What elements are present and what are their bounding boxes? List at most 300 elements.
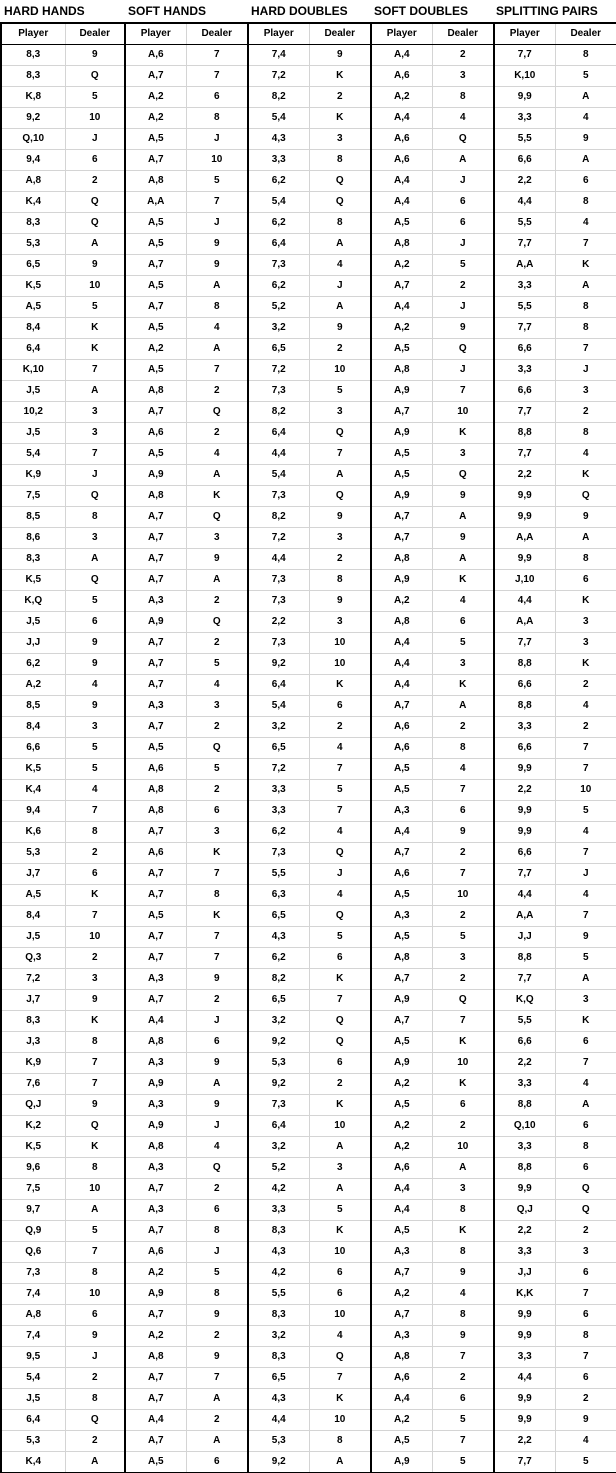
splitting-pairs-dealer-cell: K <box>555 591 616 612</box>
soft-doubles-player-cell: A,6 <box>371 150 432 171</box>
splitting-pairs-dealer-cell: 7 <box>555 906 616 927</box>
table-row <box>1 633 616 654</box>
hard-hands-dealer-cell: 5 <box>65 591 125 612</box>
hard-doubles-player-cell: 9,2 <box>248 1032 309 1053</box>
hard-hands-dealer-cell: A <box>65 234 125 255</box>
soft-doubles-dealer-cell: K <box>432 423 494 444</box>
splitting-pairs-player-cell: K,10 <box>494 66 555 87</box>
hard-hands-dealer-cell: 10 <box>65 1179 125 1200</box>
hard-hands-player-cell: 6,2 <box>1 654 65 675</box>
hard-doubles-player-cell: 6,3 <box>248 885 309 906</box>
soft-doubles-dealer-cell: 2 <box>432 717 494 738</box>
soft-hands-dealer-cell: Q <box>186 1158 248 1179</box>
table-row <box>1 402 616 423</box>
table-row <box>1 129 616 150</box>
hard-doubles-dealer-cell: 7 <box>309 444 371 465</box>
splitting-pairs-player-cell: 9,9 <box>494 486 555 507</box>
soft-doubles-player-cell: A,5 <box>371 339 432 360</box>
soft-hands-dealer-cell: 8 <box>186 297 248 318</box>
splitting-pairs-player-cell: 6,6 <box>494 843 555 864</box>
hard-doubles-player-cell: 7,3 <box>248 633 309 654</box>
hard-hands-player-cell: 5,3 <box>1 234 65 255</box>
hard-doubles-dealer-cell: Q <box>309 843 371 864</box>
hard-hands-player-cell: K,5 <box>1 1137 65 1158</box>
splitting-pairs-player-cell: 6,6 <box>494 381 555 402</box>
splitting-pairs-dealer-cell: 4 <box>555 696 616 717</box>
hard-hands-player-cell: J,7 <box>1 864 65 885</box>
soft-hands-player-cell: A,8 <box>125 801 186 822</box>
hard-hands-player-cell: 8,3 <box>1 1011 65 1032</box>
table-row <box>1 801 616 822</box>
hard-doubles-player-cell: 8,2 <box>248 87 309 108</box>
hard-hands-player-cell: Q,10 <box>1 129 65 150</box>
soft-doubles-dealer-cell: 9 <box>432 318 494 339</box>
soft-doubles-dealer-cell: 8 <box>432 1242 494 1263</box>
hard-hands-player-cell: A,8 <box>1 171 65 192</box>
table-row <box>1 1284 616 1305</box>
hard-doubles-dealer-cell: 9 <box>309 45 371 66</box>
hard-hands-player-cell: K,4 <box>1 192 65 213</box>
hard-hands-dealer-cell: K <box>65 1137 125 1158</box>
hard-doubles-player-cell: 7,3 <box>248 1095 309 1116</box>
hard-doubles-player-cell: 6,4 <box>248 234 309 255</box>
soft-hands-player-cell: A,7 <box>125 507 186 528</box>
splitting-pairs-dealer-cell: 5 <box>555 66 616 87</box>
hard-hands-dealer-cell: 8 <box>65 507 125 528</box>
soft-doubles-player-cell: A,7 <box>371 696 432 717</box>
soft-doubles-player-cell: A,7 <box>371 528 432 549</box>
hard-hands-player-cell: A,5 <box>1 297 65 318</box>
soft-hands-dealer-cell: 3 <box>186 528 248 549</box>
hard-doubles-player-cell: 6,5 <box>248 339 309 360</box>
soft-hands-player-cell: A,8 <box>125 1032 186 1053</box>
soft-hands-dealer-cell: A <box>186 570 248 591</box>
soft-doubles-dealer-cell: 9 <box>432 1263 494 1284</box>
hard-doubles-player-cell: 8,2 <box>248 402 309 423</box>
table-row <box>1 654 616 675</box>
hard-hands-dealer-cell: 6 <box>65 612 125 633</box>
splitting-pairs-player-cell: A,A <box>494 906 555 927</box>
soft-doubles-dealer-cell: 9 <box>432 822 494 843</box>
splitting-pairs-dealer-cell: 7 <box>555 1284 616 1305</box>
hard-doubles-dealer-cell: Q <box>309 486 371 507</box>
splitting-pairs-dealer-cell: 7 <box>555 1347 616 1368</box>
soft-doubles-player-cell: A,8 <box>371 549 432 570</box>
splitting-pairs-player-cell: 3,3 <box>494 360 555 381</box>
section-title-soft-doubles: SOFT DOUBLES <box>374 4 469 18</box>
hard-hands-dealer-cell: 7 <box>65 1242 125 1263</box>
soft-hands-dealer-cell: K <box>186 843 248 864</box>
soft-hands-dealer-cell: A <box>186 1431 248 1452</box>
soft-doubles-dealer-cell: 2 <box>432 906 494 927</box>
table-row <box>1 759 616 780</box>
hard-hands-player-cell: K,9 <box>1 1053 65 1074</box>
soft-hands-dealer-cell: 2 <box>186 717 248 738</box>
hard-hands-dealer-cell: 10 <box>65 276 125 297</box>
hard-hands-dealer-cell: 7 <box>65 801 125 822</box>
soft-doubles-player-cell: A,3 <box>371 1242 432 1263</box>
soft-hands-player-cell: A,3 <box>125 1158 186 1179</box>
hard-hands-player-cell: K,8 <box>1 87 65 108</box>
table-row <box>1 885 616 906</box>
splitting-pairs-player-cell: 9,9 <box>494 801 555 822</box>
hard-hands-player-cell: K,5 <box>1 759 65 780</box>
hard-hands-dealer-cell: K <box>65 318 125 339</box>
hard-hands-dealer-header: Dealer <box>65 23 125 45</box>
table-row <box>1 1326 616 1347</box>
hard-hands-dealer-cell: 2 <box>65 1431 125 1452</box>
hard-doubles-dealer-cell: 3 <box>309 1158 371 1179</box>
table-row <box>1 1389 616 1410</box>
soft-hands-player-cell: A,7 <box>125 150 186 171</box>
hard-hands-dealer-cell: 8 <box>65 1158 125 1179</box>
hard-hands-dealer-cell: 5 <box>65 738 125 759</box>
hard-hands-player-cell: 8,5 <box>1 696 65 717</box>
hard-doubles-player-cell: 6,2 <box>248 171 309 192</box>
splitting-pairs-dealer-cell: 10 <box>555 780 616 801</box>
soft-doubles-player-cell: A,2 <box>371 87 432 108</box>
soft-hands-dealer-cell: 9 <box>186 1053 248 1074</box>
soft-doubles-dealer-cell: 3 <box>432 654 494 675</box>
hard-doubles-dealer-cell: K <box>309 675 371 696</box>
splitting-pairs-player-cell: 5,5 <box>494 129 555 150</box>
splitting-pairs-player-cell: 7,7 <box>494 402 555 423</box>
soft-doubles-player-cell: A,4 <box>371 1200 432 1221</box>
splitting-pairs-dealer-cell: 6 <box>555 1263 616 1284</box>
hard-hands-player-cell: J,5 <box>1 381 65 402</box>
soft-doubles-dealer-cell: J <box>432 171 494 192</box>
soft-doubles-dealer-cell: 7 <box>432 381 494 402</box>
splitting-pairs-player-cell: 7,7 <box>494 1452 555 1473</box>
soft-hands-dealer-cell: 6 <box>186 1452 248 1473</box>
splitting-pairs-dealer-cell: A <box>555 87 616 108</box>
soft-doubles-dealer-cell: 2 <box>432 45 494 66</box>
hard-doubles-dealer-cell: 7 <box>309 801 371 822</box>
splitting-pairs-dealer-cell: 3 <box>555 990 616 1011</box>
soft-doubles-player-cell: A,7 <box>371 843 432 864</box>
splitting-pairs-dealer-cell: 7 <box>555 759 616 780</box>
soft-doubles-player-cell: A,5 <box>371 780 432 801</box>
splitting-pairs-dealer-cell: 9 <box>555 927 616 948</box>
table-row <box>1 1095 616 1116</box>
hard-hands-player-cell: 5,4 <box>1 1368 65 1389</box>
soft-hands-dealer-cell: 2 <box>186 1410 248 1431</box>
splitting-pairs-dealer-cell: 9 <box>555 507 616 528</box>
soft-hands-player-cell: A,5 <box>125 318 186 339</box>
soft-doubles-player-cell: A,8 <box>371 948 432 969</box>
soft-doubles-dealer-cell: 2 <box>432 843 494 864</box>
soft-hands-dealer-cell: 2 <box>186 990 248 1011</box>
soft-hands-player-cell: A,7 <box>125 402 186 423</box>
table-row <box>1 843 616 864</box>
hard-doubles-player-cell: 4,2 <box>248 1263 309 1284</box>
hard-hands-dealer-cell: 10 <box>65 108 125 129</box>
soft-hands-dealer-cell: 5 <box>186 759 248 780</box>
hard-doubles-dealer-cell: Q <box>309 1032 371 1053</box>
hard-doubles-dealer-cell: K <box>309 969 371 990</box>
soft-doubles-dealer-cell: 7 <box>432 1431 494 1452</box>
hard-doubles-player-cell: 8,2 <box>248 507 309 528</box>
hard-doubles-player-cell: 5,2 <box>248 1158 309 1179</box>
soft-hands-player-cell: A,2 <box>125 108 186 129</box>
hard-doubles-dealer-cell: 6 <box>309 1053 371 1074</box>
table-row <box>1 1011 616 1032</box>
hard-hands-dealer-cell: 7 <box>65 360 125 381</box>
hard-hands-dealer-cell: Q <box>65 213 125 234</box>
table-row <box>1 864 616 885</box>
splitting-pairs-dealer-cell: A <box>555 1095 616 1116</box>
soft-doubles-dealer-cell: 4 <box>432 759 494 780</box>
splitting-pairs-player-cell: 5,5 <box>494 1011 555 1032</box>
soft-hands-player-cell: A,7 <box>125 822 186 843</box>
splitting-pairs-dealer-cell: 8 <box>555 1326 616 1347</box>
splitting-pairs-dealer-cell: 6 <box>555 171 616 192</box>
soft-hands-player-cell: A,7 <box>125 885 186 906</box>
splitting-pairs-player-cell: 3,3 <box>494 108 555 129</box>
soft-hands-dealer-cell: Q <box>186 507 248 528</box>
hard-hands-player-cell: 8,6 <box>1 528 65 549</box>
splitting-pairs-player-cell: 9,9 <box>494 549 555 570</box>
hard-hands-player-cell: 7,5 <box>1 1179 65 1200</box>
hard-doubles-dealer-cell: 2 <box>309 717 371 738</box>
splitting-pairs-dealer-cell: 2 <box>555 1221 616 1242</box>
hard-hands-dealer-cell: 3 <box>65 969 125 990</box>
hard-hands-dealer-cell: 9 <box>65 654 125 675</box>
soft-doubles-dealer-cell: 6 <box>432 213 494 234</box>
soft-hands-dealer-cell: K <box>186 486 248 507</box>
hard-hands-dealer-cell: 5 <box>65 759 125 780</box>
table-row <box>1 1116 616 1137</box>
hard-doubles-dealer-cell: 4 <box>309 1326 371 1347</box>
splitting-pairs-dealer-cell: 8 <box>555 423 616 444</box>
hard-doubles-player-cell: 9,2 <box>248 654 309 675</box>
soft-hands-player-cell: A,7 <box>125 528 186 549</box>
hard-hands-player-cell: J,5 <box>1 612 65 633</box>
hard-hands-dealer-cell: 8 <box>65 1032 125 1053</box>
soft-doubles-dealer-cell: 9 <box>432 528 494 549</box>
soft-doubles-dealer-cell: Q <box>432 339 494 360</box>
table-row <box>1 1263 616 1284</box>
hard-doubles-player-cell: 3,2 <box>248 717 309 738</box>
table-row <box>1 1305 616 1326</box>
soft-doubles-dealer-cell: 2 <box>432 969 494 990</box>
splitting-pairs-dealer-cell: 6 <box>555 1305 616 1326</box>
soft-doubles-dealer-cell: A <box>432 150 494 171</box>
splitting-pairs-dealer-cell: 4 <box>555 444 616 465</box>
soft-hands-dealer-cell: 9 <box>186 1305 248 1326</box>
splitting-pairs-player-cell: 7,7 <box>494 234 555 255</box>
hard-hands-dealer-cell: 3 <box>65 717 125 738</box>
soft-doubles-player-cell: A,8 <box>371 612 432 633</box>
hard-doubles-dealer-cell: 5 <box>309 780 371 801</box>
hard-doubles-player-cell: 7,3 <box>248 843 309 864</box>
soft-hands-player-cell: A,5 <box>125 234 186 255</box>
soft-doubles-dealer-cell: 6 <box>432 1389 494 1410</box>
hard-doubles-dealer-cell: 8 <box>309 213 371 234</box>
table-row <box>1 1410 616 1431</box>
hard-hands-player-cell: J,5 <box>1 423 65 444</box>
soft-hands-player-cell: A,7 <box>125 1221 186 1242</box>
splitting-pairs-dealer-cell: 5 <box>555 801 616 822</box>
soft-doubles-player-cell: A,9 <box>371 1053 432 1074</box>
table-row <box>1 255 616 276</box>
hard-hands-player-cell: 7,4 <box>1 1326 65 1347</box>
hard-doubles-player-cell: 5,4 <box>248 465 309 486</box>
soft-hands-dealer-cell: 4 <box>186 1137 248 1158</box>
hard-doubles-player-cell: 6,4 <box>248 1116 309 1137</box>
hard-doubles-dealer-header: Dealer <box>309 23 371 45</box>
hard-hands-player-cell: K,4 <box>1 780 65 801</box>
section-title-hard-doubles: HARD DOUBLES <box>251 4 348 18</box>
hard-doubles-dealer-cell: 8 <box>309 1431 371 1452</box>
hard-doubles-dealer-cell: K <box>309 1095 371 1116</box>
soft-doubles-dealer-cell: 2 <box>432 276 494 297</box>
hard-doubles-dealer-cell: 3 <box>309 528 371 549</box>
soft-hands-player-cell: A,4 <box>125 1011 186 1032</box>
soft-doubles-player-cell: A,6 <box>371 129 432 150</box>
hard-hands-player-cell: 8,4 <box>1 717 65 738</box>
splitting-pairs-dealer-cell: 5 <box>555 1452 616 1473</box>
splitting-pairs-dealer-cell: 6 <box>555 1032 616 1053</box>
hard-doubles-player-cell: 4,3 <box>248 1242 309 1263</box>
soft-hands-player-cell: A,8 <box>125 486 186 507</box>
soft-doubles-dealer-cell: 8 <box>432 738 494 759</box>
hard-hands-player-cell: 8,3 <box>1 213 65 234</box>
hard-doubles-dealer-cell: A <box>309 1179 371 1200</box>
hard-doubles-dealer-cell: 8 <box>309 150 371 171</box>
hard-doubles-player-cell: 5,3 <box>248 1053 309 1074</box>
soft-doubles-player-cell: A,7 <box>371 1263 432 1284</box>
hard-hands-player-cell: A,5 <box>1 885 65 906</box>
hard-hands-player-cell: 9,7 <box>1 1200 65 1221</box>
hard-hands-player-cell: 6,4 <box>1 1410 65 1431</box>
hard-hands-player-cell: 6,4 <box>1 339 65 360</box>
soft-hands-player-cell: A,5 <box>125 360 186 381</box>
hard-hands-player-cell: K,10 <box>1 360 65 381</box>
hard-hands-player-cell: K,5 <box>1 570 65 591</box>
soft-doubles-player-cell: A,7 <box>371 1011 432 1032</box>
splitting-pairs-dealer-cell: K <box>555 255 616 276</box>
soft-doubles-dealer-cell: 3 <box>432 948 494 969</box>
soft-doubles-dealer-cell: 10 <box>432 402 494 423</box>
table-row <box>1 66 616 87</box>
hard-hands-player-cell: K,9 <box>1 465 65 486</box>
hard-doubles-dealer-cell: 10 <box>309 1410 371 1431</box>
section-title-soft-hands: SOFT HANDS <box>128 4 206 18</box>
hard-hands-player-cell: 7,2 <box>1 969 65 990</box>
hard-hands-dealer-cell: K <box>65 1011 125 1032</box>
soft-hands-player-cell: A,3 <box>125 1095 186 1116</box>
soft-hands-player-cell: A,2 <box>125 1326 186 1347</box>
hard-doubles-player-cell: 6,5 <box>248 990 309 1011</box>
soft-hands-player-cell: A,7 <box>125 654 186 675</box>
soft-hands-player-cell: A,2 <box>125 1263 186 1284</box>
soft-hands-dealer-cell: 4 <box>186 318 248 339</box>
soft-hands-player-cell: A,7 <box>125 1431 186 1452</box>
soft-hands-dealer-cell: 10 <box>186 150 248 171</box>
hard-hands-player-cell: Q,9 <box>1 1221 65 1242</box>
hard-doubles-player-cell: 5,4 <box>248 192 309 213</box>
hard-doubles-player-cell: 7,3 <box>248 255 309 276</box>
soft-doubles-dealer-cell: J <box>432 297 494 318</box>
soft-doubles-player-cell: A,5 <box>371 465 432 486</box>
soft-hands-player-cell: A,3 <box>125 696 186 717</box>
soft-hands-dealer-cell: 8 <box>186 108 248 129</box>
hard-hands-player-cell: 9,4 <box>1 801 65 822</box>
table-row <box>1 297 616 318</box>
soft-doubles-dealer-cell: 5 <box>432 1410 494 1431</box>
hard-doubles-dealer-cell: 10 <box>309 360 371 381</box>
splitting-pairs-player-cell: 7,7 <box>494 969 555 990</box>
hard-doubles-dealer-cell: 6 <box>309 948 371 969</box>
hard-doubles-player-cell: 4,2 <box>248 1179 309 1200</box>
soft-doubles-dealer-cell: 5 <box>432 255 494 276</box>
splitting-pairs-dealer-cell: 6 <box>555 1158 616 1179</box>
splitting-pairs-dealer-cell: 2 <box>555 402 616 423</box>
soft-hands-dealer-cell: 5 <box>186 1263 248 1284</box>
soft-hands-player-cell: A,7 <box>125 1368 186 1389</box>
soft-doubles-dealer-cell: 6 <box>432 612 494 633</box>
soft-doubles-player-cell: A,5 <box>371 927 432 948</box>
soft-doubles-player-cell: A,9 <box>371 486 432 507</box>
splitting-pairs-dealer-cell: 8 <box>555 297 616 318</box>
soft-hands-dealer-cell: 2 <box>186 633 248 654</box>
splitting-pairs-dealer-cell: A <box>555 969 616 990</box>
soft-hands-player-cell: A,5 <box>125 276 186 297</box>
hard-hands-dealer-cell: K <box>65 885 125 906</box>
splitting-pairs-player-cell: 6,6 <box>494 675 555 696</box>
splitting-pairs-player-cell: 8,8 <box>494 1158 555 1179</box>
table-row <box>1 1242 616 1263</box>
table-row <box>1 717 616 738</box>
soft-doubles-player-cell: A,5 <box>371 444 432 465</box>
soft-doubles-player-cell: A,6 <box>371 1158 432 1179</box>
hard-doubles-dealer-cell: 5 <box>309 927 371 948</box>
hard-hands-dealer-cell: 2 <box>65 843 125 864</box>
hard-doubles-player-cell: 7,4 <box>248 45 309 66</box>
splitting-pairs-dealer-cell: K <box>555 654 616 675</box>
splitting-pairs-dealer-cell: A <box>555 276 616 297</box>
soft-doubles-dealer-cell: K <box>432 675 494 696</box>
hard-doubles-dealer-cell: 4 <box>309 255 371 276</box>
splitting-pairs-dealer-cell: 2 <box>555 675 616 696</box>
splitting-pairs-player-cell: 3,3 <box>494 717 555 738</box>
soft-doubles-dealer-cell: 2 <box>432 1116 494 1137</box>
hard-doubles-player-cell: 3,2 <box>248 1326 309 1347</box>
soft-doubles-player-header: Player <box>371 23 432 45</box>
soft-hands-player-cell: A,9 <box>125 1074 186 1095</box>
soft-doubles-player-cell: A,9 <box>371 990 432 1011</box>
splitting-pairs-dealer-cell: J <box>555 864 616 885</box>
splitting-pairs-dealer-cell: J <box>555 360 616 381</box>
hard-hands-dealer-cell: 6 <box>65 1305 125 1326</box>
hard-doubles-player-cell: 7,3 <box>248 486 309 507</box>
hard-hands-player-cell: 5,4 <box>1 444 65 465</box>
hard-doubles-player-cell: 6,5 <box>248 1368 309 1389</box>
table-row <box>1 1221 616 1242</box>
soft-doubles-dealer-cell: 5 <box>432 1452 494 1473</box>
soft-doubles-dealer-cell: Q <box>432 990 494 1011</box>
soft-doubles-player-cell: A,5 <box>371 213 432 234</box>
splitting-pairs-player-cell: 8,8 <box>494 423 555 444</box>
table-row <box>1 570 616 591</box>
soft-doubles-player-cell: A,2 <box>371 255 432 276</box>
soft-hands-dealer-cell: 3 <box>186 822 248 843</box>
soft-hands-dealer-cell: 8 <box>186 885 248 906</box>
hard-hands-player-cell: 7,3 <box>1 1263 65 1284</box>
soft-doubles-player-cell: A,2 <box>371 1137 432 1158</box>
hard-doubles-dealer-cell: 2 <box>309 87 371 108</box>
